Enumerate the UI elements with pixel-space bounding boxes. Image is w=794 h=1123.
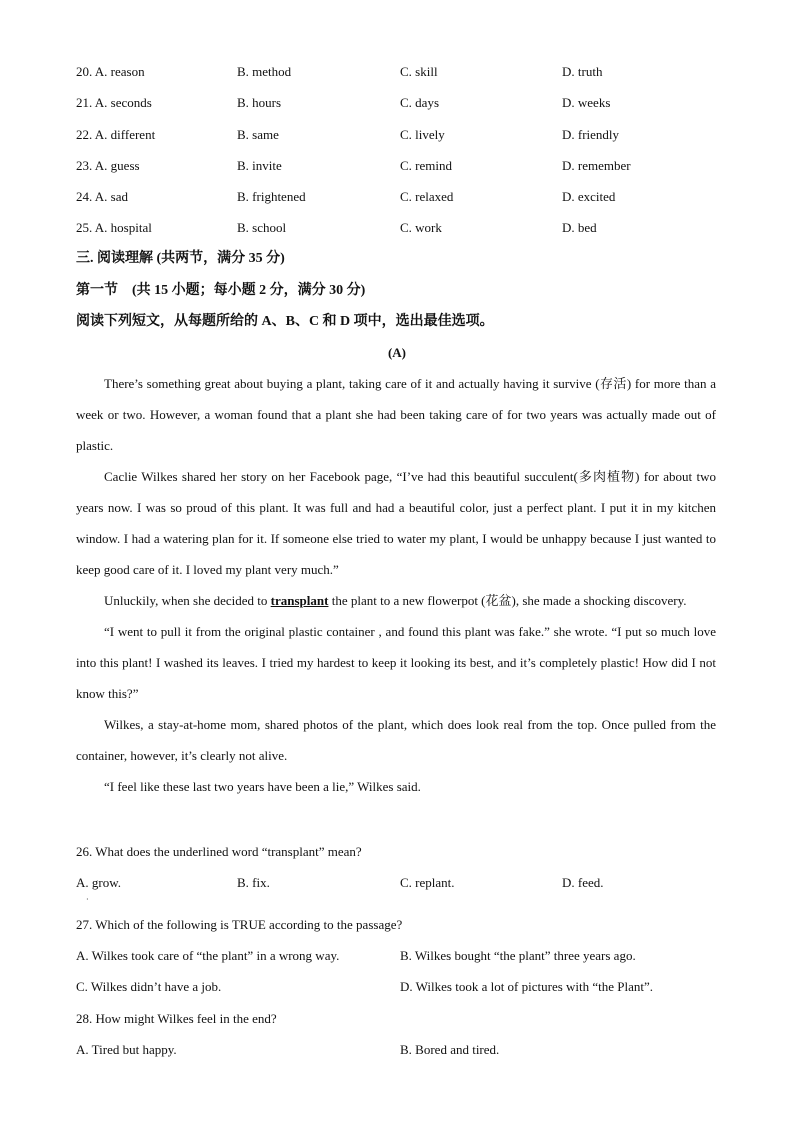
option-d: D. remember [562,158,631,173]
option-row [76,62,716,82]
option-row [76,977,716,997]
option-row [76,218,716,238]
option-d: D. bed [562,220,597,235]
option-a: 21. A. seconds [76,95,152,110]
part-title: 第一节 (共 15 小题；每小题 2 分，满分 30 分) [76,283,366,298]
option-b: B. fix. [237,875,270,890]
paragraph: “I feel like these last two years have been a lie,” Wilkes said. [104,779,421,794]
underlined-word: transplant [270,593,329,608]
option-row [76,946,716,966]
paragraph: Caclie Wilkes shared her story on her Facebook page, “I’ve had this beautiful succulent(多肉植物) for about two years now. I was so proud of this plant. It was full and had a beautiful color, just a perfect plant. I put it in my kitchen window. I had a watering plan for it. If someone else tried to water my plant, I would be unhappy because I just wanted to keep good care of it. I loved my plant very much.” [76,469,716,577]
option-c: C. relaxed [400,189,454,204]
dot-mark: · [86,895,89,904]
option-b: B. method [237,64,292,79]
option-b: B. invite [237,158,282,173]
option-b: B. same [237,127,279,142]
option-b: B. school [237,220,287,235]
paragraph-text: the plant to a new flowerpot (花盆), she made a shocking discovery. [328,593,687,608]
option-row [76,93,716,113]
option-a: 25. A. hospital [76,220,152,235]
option-c: C. remind [400,158,452,173]
paragraph-text: Unluckily, when she decided to [104,593,271,608]
option-c: C. days [400,95,439,110]
option-a: 22. A. different [76,127,156,142]
option-a: A. Wilkes took care of “the plant” in a wrong way. [76,948,340,963]
option-b: B. Bored and tired. [400,1042,500,1057]
option-c: C. Wilkes didn’t have a job. [76,979,222,994]
option-d: D. feed. [562,875,604,890]
option-row [76,187,716,207]
section-title: 三. 阅读理解 (共两节，满分 35 分) [76,251,285,266]
paragraph: Wilkes, a stay-at-home mom, shared photos of the plant, which does look real from the top. Once pulled from the container, however, it’s clearly not alive. [76,717,716,763]
option-row [76,873,716,893]
paragraph: “I went to pull it from the original plastic container , and found this plant was fake.” she wrote. “I put so much love into this plant! I washed its leaves. I tried my hardest to keep it looking its best, and it’s completely plastic! How did I not know this?” [76,624,716,701]
passage-label: (A) [387,345,407,360]
option-d: D. truth [562,64,603,79]
option-a: 24. A. sad [76,189,128,204]
option-d: D. excited [562,189,616,204]
paragraph: There’s something great about buying a plant, taking care of it and actually having it survive (存活) for more than a week or two. However, a woman found that a plant she had been taking care of for two years was actually made out of plastic. [76,376,716,453]
question-stem: 27. Which of the following is TRUE according to the passage? [76,917,403,932]
paragraph [76,585,716,616]
option-a: 20. A. reason [76,64,145,79]
option-c: C. replant. [400,875,455,890]
option-a: A. grow. [76,875,122,890]
option-c: C. lively [400,127,445,142]
question-stem: 28. How might Wilkes feel in the end? [76,1011,277,1026]
option-d: D. Wilkes took a lot of pictures with “the Plant”. [400,979,654,994]
option-a: 23. A. guess [76,158,140,173]
option-d: D. weeks [562,95,611,110]
option-row [76,125,716,145]
option-d: D. friendly [562,127,620,142]
question-stem: 26. What does the underlined word “transplant” mean? [76,844,362,859]
option-b: B. hours [237,95,282,110]
option-row [76,1040,716,1060]
option-b: B. Wilkes bought “the plant” three years ago. [400,948,636,963]
instruction: 阅读下列短文，从每题所给的 A、B、C 和 D 项中，选出最佳选项。 [76,314,494,329]
option-c: C. work [400,220,442,235]
passage [76,368,716,802]
option-a: A. Tired but happy. [76,1042,177,1057]
option-c: C. skill [400,64,438,79]
option-b: B. frightened [237,189,306,204]
option-row [76,156,716,176]
